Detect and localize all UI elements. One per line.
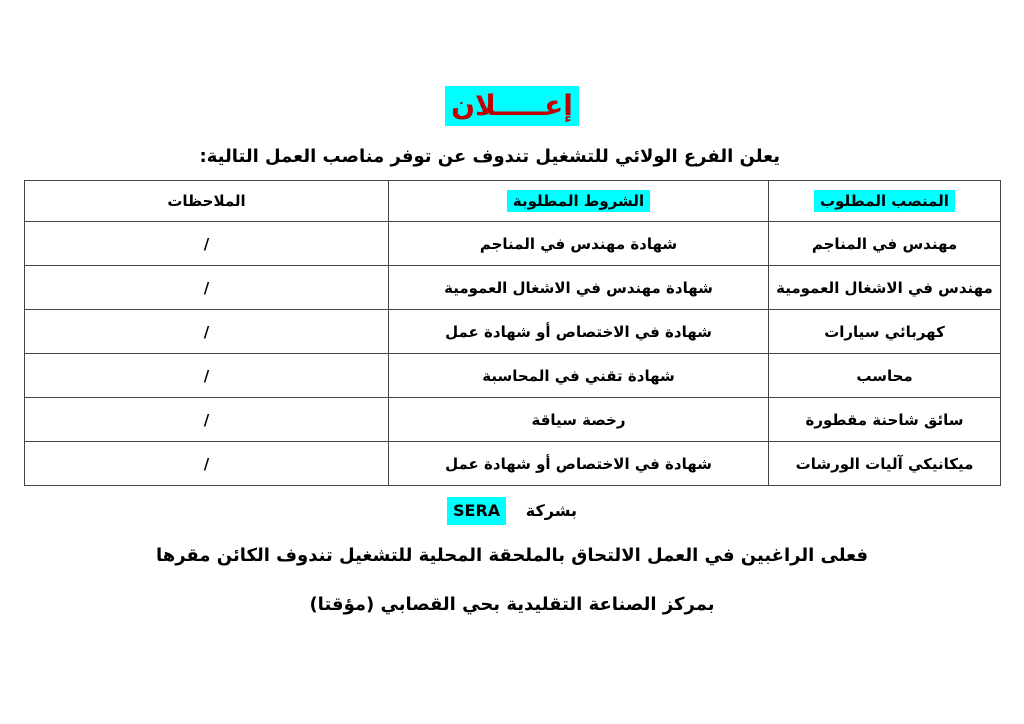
header-notes-label: الملاحظات bbox=[167, 192, 246, 210]
company-line bbox=[0, 497, 1024, 525]
table-row bbox=[25, 310, 1001, 354]
table-row bbox=[25, 266, 1001, 310]
footer-line-1: فعلى الراغبين في العمل الالتحاق بالملحقة المحلية للتشغيل تندوف الكائن مقرها bbox=[155, 545, 869, 566]
cell-position: سائق شاحنة مقطورة bbox=[769, 398, 1001, 442]
announcement-title-wrap bbox=[0, 86, 1024, 126]
cell-notes: / bbox=[25, 398, 389, 442]
cell-position: مهندس في المناجم bbox=[769, 222, 1001, 266]
announcement-title: إعـــــلان bbox=[445, 86, 579, 126]
table-row bbox=[25, 354, 1001, 398]
cell-requirements: شهادة مهندس في الاشغال العمومية bbox=[389, 266, 769, 310]
header-requirements bbox=[389, 181, 769, 222]
cell-requirements: شهادة تقني في المحاسبة bbox=[389, 354, 769, 398]
table-row bbox=[25, 398, 1001, 442]
jobs-table bbox=[24, 180, 1001, 486]
footer-line-2: بمركز الصناعة التقليدية بحي القصابي (مؤقتا) bbox=[309, 594, 715, 615]
cell-notes: / bbox=[25, 222, 389, 266]
cell-position: ميكانيكي آليات الورشات bbox=[769, 442, 1001, 486]
header-requirements-label: الشروط المطلوبة bbox=[507, 190, 650, 212]
cell-requirements: رخصة سياقة bbox=[389, 398, 769, 442]
cell-position: مهندس في الاشغال العمومية bbox=[769, 266, 1001, 310]
cell-requirements: شهادة في الاختصاص أو شهادة عمل bbox=[389, 310, 769, 354]
intro-text: يعلن الفرع الولائي للتشغيل تندوف عن توفر مناصب العمل التالية: bbox=[199, 146, 780, 167]
table-row bbox=[25, 222, 1001, 266]
cell-notes: / bbox=[25, 266, 389, 310]
cell-notes: / bbox=[25, 442, 389, 486]
cell-position: محاسب bbox=[769, 354, 1001, 398]
header-position-label: المنصب المطلوب bbox=[814, 190, 955, 212]
cell-requirements: شهادة مهندس في المناجم bbox=[389, 222, 769, 266]
header-position bbox=[769, 181, 1001, 222]
cell-position: كهربائي سيارات bbox=[769, 310, 1001, 354]
company-prefix: بشركة bbox=[525, 501, 577, 520]
table-header-row bbox=[25, 181, 1001, 222]
cell-requirements: شهادة في الاختصاص أو شهادة عمل bbox=[389, 442, 769, 486]
company-name: SERA bbox=[447, 497, 506, 525]
table-row bbox=[25, 442, 1001, 486]
cell-notes: / bbox=[25, 354, 389, 398]
cell-notes: / bbox=[25, 310, 389, 354]
header-notes bbox=[25, 181, 389, 222]
